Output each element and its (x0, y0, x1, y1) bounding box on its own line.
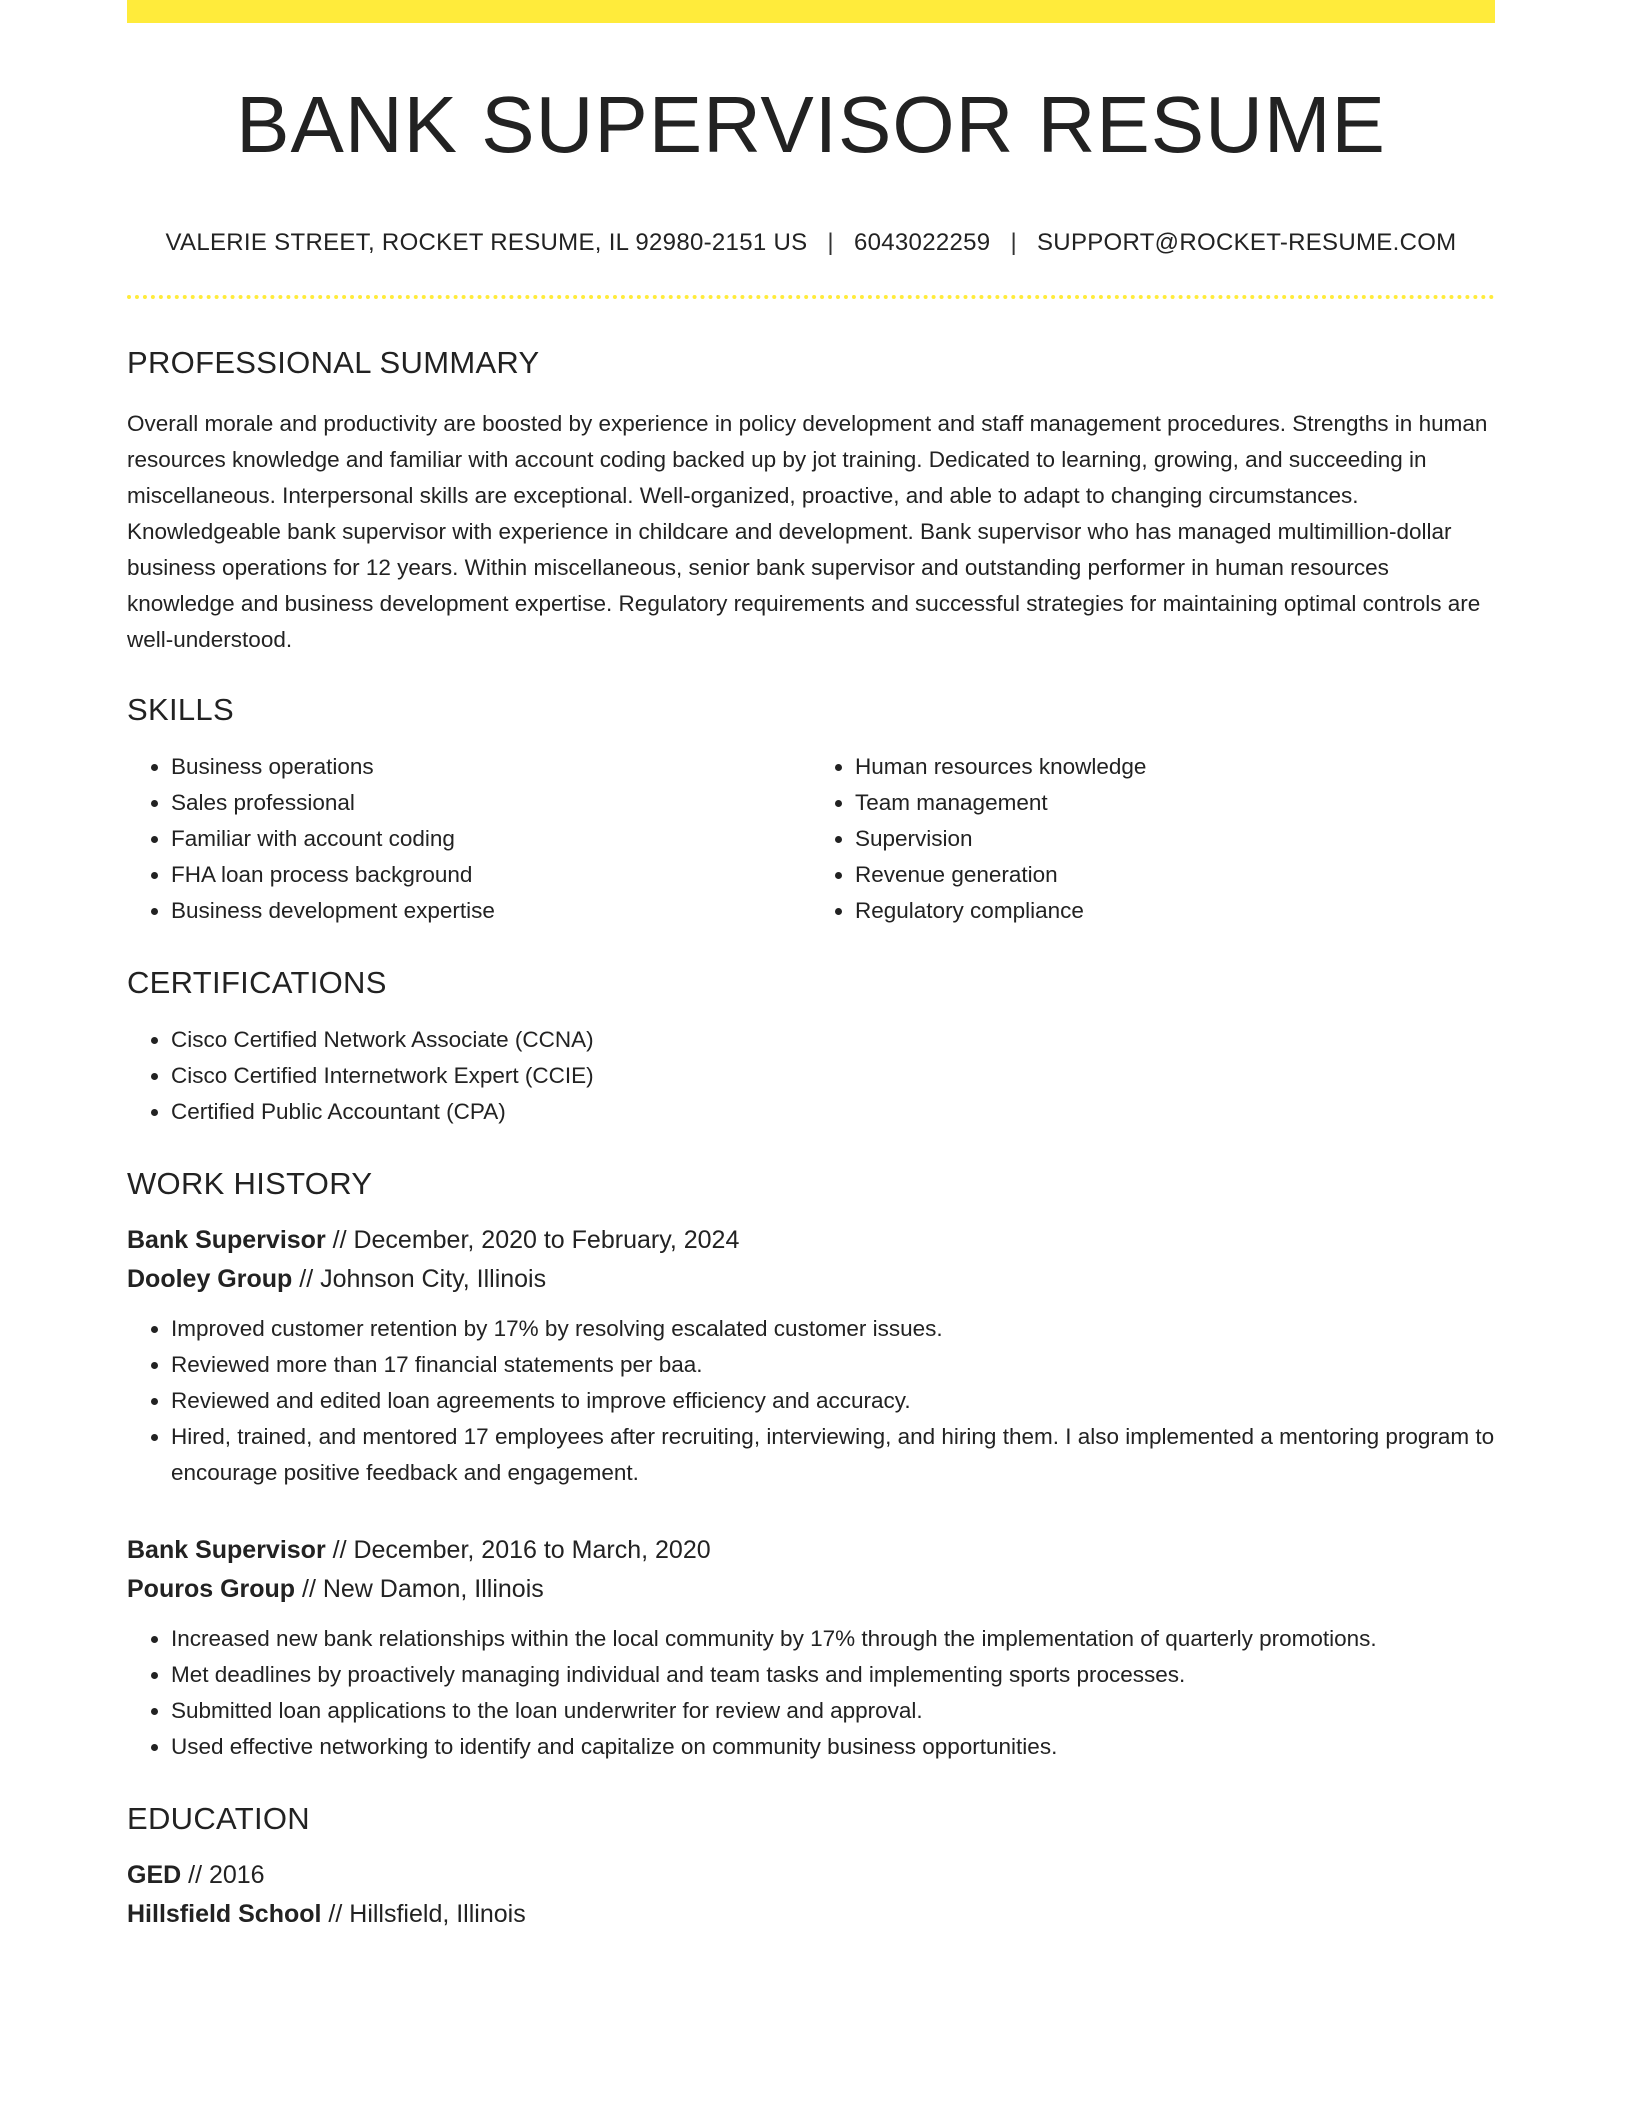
skill-item: • Business operations (171, 749, 811, 785)
job-company-line (127, 1570, 1495, 1609)
certification-item: • Cisco Certified Network Associate (CCNA) (171, 1022, 1495, 1058)
certifications-list (127, 1022, 1495, 1130)
skill-item: • Team management (855, 785, 1495, 821)
skill-item: • Supervision (855, 821, 1495, 857)
job-bullets (127, 1621, 1495, 1765)
skill-item: • Revenue generation (855, 857, 1495, 893)
skills-columns (127, 749, 1495, 929)
contact-separator: | (827, 229, 834, 256)
job-company-line (127, 1260, 1495, 1299)
contact-address: VALERIE STREET, ROCKET RESUME, IL 92980-2151 US (165, 229, 808, 256)
job-dates: // December, 2020 to February, 2024 (325, 1226, 740, 1254)
job-bullet: • Reviewed more than 17 financial statements per baa. (171, 1347, 1495, 1383)
job-bullet: • Hired, trained, and mentored 17 employees after recruiting, interviewing, and hiring them. I also implemented a mentoring program to encourage positive feedback and engagement. (171, 1419, 1495, 1491)
job-bullet: • Improved customer retention by 17% by resolving escalated customer issues. (171, 1311, 1495, 1347)
education-location: // Hillsfield, Illinois (321, 1900, 526, 1928)
skills-right-list (811, 749, 1495, 929)
contact-line (127, 231, 1495, 255)
job-location: // New Damon, Illinois (295, 1575, 544, 1603)
job-entry (127, 1531, 1495, 1765)
skills-heading: SKILLS (127, 692, 234, 727)
job-location: // Johnson City, Illinois (292, 1265, 547, 1293)
skill-item: • Business development expertise (171, 893, 811, 929)
job-dates: // December, 2016 to March, 2020 (325, 1536, 711, 1564)
education-year: // 2016 (181, 1861, 265, 1889)
resume-page (127, 0, 1495, 1934)
education-entry (127, 1856, 1495, 1934)
job-bullet: • Met deadlines by proactively managing individual and team tasks and implementing sports processes. (171, 1657, 1495, 1693)
job-entry (127, 1221, 1495, 1491)
skill-item: • FHA loan process background (171, 857, 811, 893)
job-bullets (127, 1311, 1495, 1491)
job-title: Bank Supervisor (127, 1536, 326, 1564)
job-bullet: • Submitted loan applications to the loan underwriter for review and approval. (171, 1693, 1495, 1729)
work-history-heading: WORK HISTORY (127, 1166, 373, 1201)
skill-item: • Familiar with account coding (171, 821, 811, 857)
skill-item: • Regulatory compliance (855, 893, 1495, 929)
resume-title: BANK SUPERVISOR RESUME (236, 80, 1386, 169)
job-bullet: • Used effective networking to identify and capitalize on community business opportunities. (171, 1729, 1495, 1765)
job-title: Bank Supervisor (127, 1226, 326, 1254)
certifications-heading: CERTIFICATIONS (127, 965, 387, 1000)
skill-item: • Human resources knowledge (855, 749, 1495, 785)
contact-email: SUPPORT@ROCKET-RESUME.COM (1037, 229, 1457, 256)
skill-item: • Sales professional (171, 785, 811, 821)
education-degree: GED (127, 1861, 182, 1889)
certification-item: • Certified Public Accountant (CPA) (171, 1094, 1495, 1130)
summary-heading: PROFESSIONAL SUMMARY (127, 345, 540, 380)
job-bullet: • Increased new bank relationships within the local community by 17% through the implementation of quarterly promotions. (171, 1621, 1495, 1657)
dotted-divider (127, 295, 1495, 299)
education-school: Hillsfield School (127, 1900, 322, 1928)
job-company: Pouros Group (127, 1575, 296, 1603)
job-company: Dooley Group (127, 1265, 293, 1293)
contact-phone: 6043022259 (853, 229, 991, 256)
education-degree-line (127, 1856, 1495, 1895)
contact-separator: | (1010, 229, 1017, 256)
job-bullet: • Reviewed and edited loan agreements to improve efficiency and accuracy. (171, 1383, 1495, 1419)
skills-left-list (127, 749, 811, 929)
job-title-line (127, 1221, 1495, 1260)
job-title-line (127, 1531, 1495, 1570)
summary-text: Overall morale and productivity are boosted by experience in policy development and staff management procedures. Strengths in human resources knowledge and familiar with account coding backed up by jot training. Dedicated to learning, growing, and succeeding in miscellaneous. Interpersonal skills are exceptional. Well-organized, proactive, and able to adapt to changing circumstances. Knowledgeable bank supervisor with experience in childcare and development. Bank supervisor who has managed multimillion-dollar business operations for 12 years. Within miscellaneous, senior bank supervisor and outstanding performer in human resources knowledge and business development expertise. Regulatory requirements and successful strategies for maintaining optimal controls are well-understood. (127, 411, 1488, 652)
education-heading: EDUCATION (127, 1801, 310, 1836)
certification-item: • Cisco Certified Internetwork Expert (CCIE) (171, 1058, 1495, 1094)
top-accent-bar (127, 0, 1495, 23)
education-school-line (127, 1895, 1495, 1934)
